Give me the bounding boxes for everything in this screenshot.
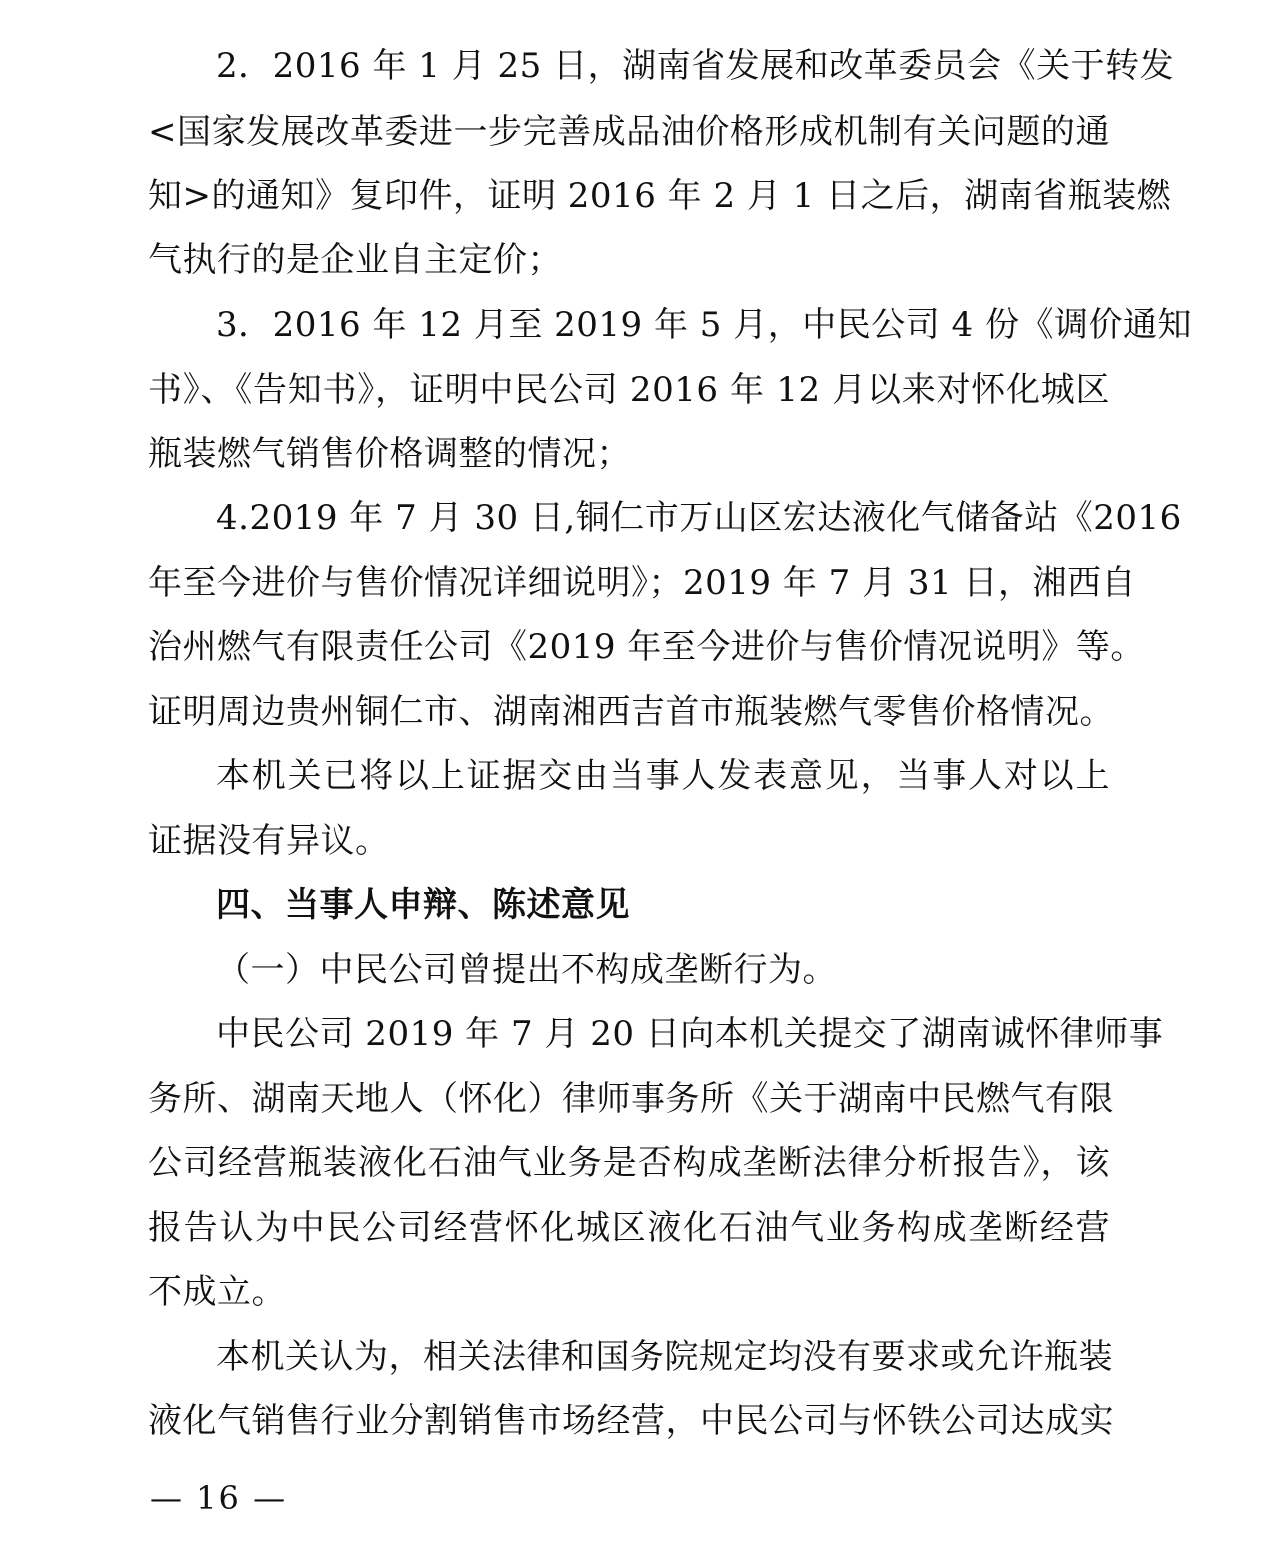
text-line: 本机关已将以上证据交由当事人发表意见，当事人对以上	[216, 756, 1110, 796]
text-line: 本机关认为，相关法律和国务院规定均没有要求或允许瓶装	[216, 1337, 1113, 1377]
text-line: 证明周边贵州铜仁市、湖南湘西吉首市瓶装燃气零售价格情况。	[148, 692, 1114, 732]
text-line: 瓶装燃气销售价格调整的情况；	[148, 434, 631, 474]
subsection-heading: （一）中民公司曾提出不构成垄断行为。	[216, 950, 837, 990]
text-line: 中民公司 2019 年 7 月 20 日向本机关提交了湖南诚怀律师事	[216, 1014, 1164, 1054]
text-line: 报告认为中民公司经营怀化城区液化石油气业务构成垄断经营	[148, 1208, 1110, 1248]
text-line: 务所、湖南天地人（怀化）律师事务所《关于湖南中民燃气有限	[148, 1079, 1114, 1119]
text-line: 不成立。	[148, 1272, 286, 1312]
text-line: 证据没有异议。	[148, 821, 390, 861]
text-line: 知>的通知》复印件，证明 2016 年 2 月 1 日之后，湖南省瓶装燃	[148, 176, 1172, 216]
text-line: 气执行的是企业自主定价；	[148, 240, 562, 280]
section-heading: 四、当事人申辩、陈述意见	[216, 885, 630, 925]
text-line: 年至今进价与售价情况详细说明》；2019 年 7 月 31 日，湘西自	[148, 563, 1136, 603]
text-line: 2．2016 年 1 月 25 日，湖南省发展和改革委员会《关于转发	[216, 46, 1175, 86]
text-line: 3．2016 年 12 月至 2019 年 5 月，中民公司 4 份《调价通知	[216, 305, 1192, 345]
text-line: 书》、《告知书》，证明中民公司 2016 年 12 月以来对怀化城区	[148, 370, 1110, 410]
text-line: 液化气销售行业分割销售市场经营，中民公司与怀铁公司达成实	[148, 1401, 1114, 1441]
text-line: 公司经营瓶装液化石油气业务是否构成垄断法律分析报告》，该	[148, 1143, 1110, 1183]
text-line: 治州燃气有限责任公司《2019 年至今进价与售价情况说明》等。	[148, 627, 1145, 667]
text-line: <国家发展改革委进一步完善成品油价格形成机制有关问题的通	[148, 112, 1110, 152]
text-line: 4.2019 年 7 月 30 日,铜仁市万山区宏达液化气储备站《2016	[216, 498, 1182, 538]
page-number: — 16 —	[150, 1479, 288, 1517]
